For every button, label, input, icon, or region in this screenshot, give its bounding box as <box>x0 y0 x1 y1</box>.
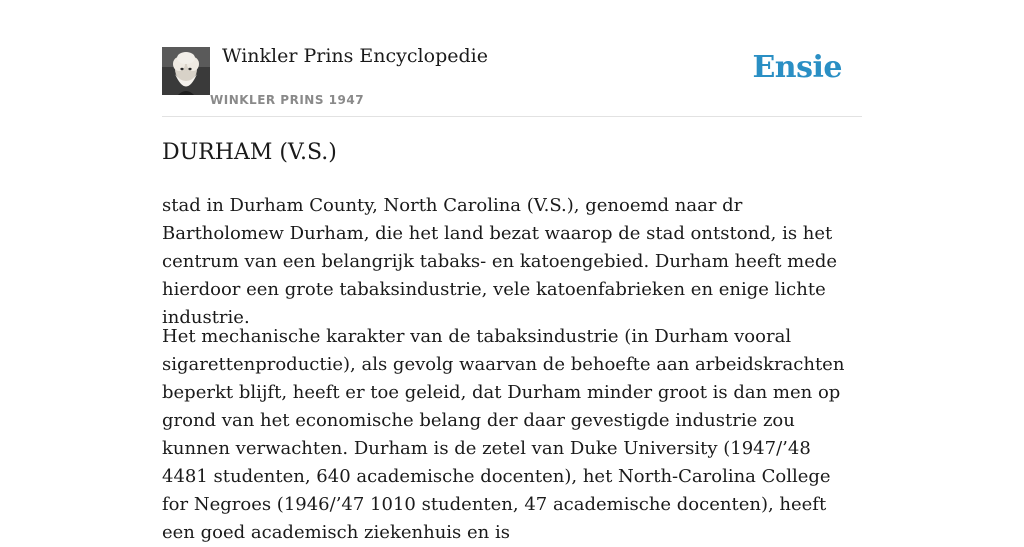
article-paragraph-1: stad in Durham County, North Carolina (V.S.), genoemd naar dr Bartholomew Durham, die het land bezat waarop de stad ontstond, is het centrum van een belangrijk tabaks- en katoengebied. Durham heeft mede hierdoor een grote tabaksindustrie, vele katoenfabrieken en enige lichte industrie. <box>162 195 838 328</box>
article-container <box>162 0 862 543</box>
site-header <box>162 0 862 117</box>
article-paragraph-2: Het mechanische karakter van de tabaksindustrie (in Durham vooral sigarettenproductie), als gevolg waarvan de behoefte aan arbeidskrachten beperkt blijft, heeft er toe geleid, dat Durham minder groot is dan men op grond van het economische belang der daar gevestigde industrie zou kunnen verwachten. Durham is de zetel van Duke University (1947/’48 4481 studenten, 640 academische docenten), het North-Carolina College for Negroes (1946/’47 1010 studenten, 47 academische docenten), heeft een goed academisch ziekenhuis en is <box>162 326 845 543</box>
publication-subtitle[interactable]: WINKLER PRINS 1947 <box>210 93 365 107</box>
portrait-avatar-icon[interactable] <box>162 47 210 95</box>
publication-title[interactable]: Winkler Prins Encyclopedie <box>222 45 488 67</box>
article-title: DURHAM (V.S.) <box>162 140 337 165</box>
ensie-logo[interactable]: Ensie <box>752 50 842 85</box>
